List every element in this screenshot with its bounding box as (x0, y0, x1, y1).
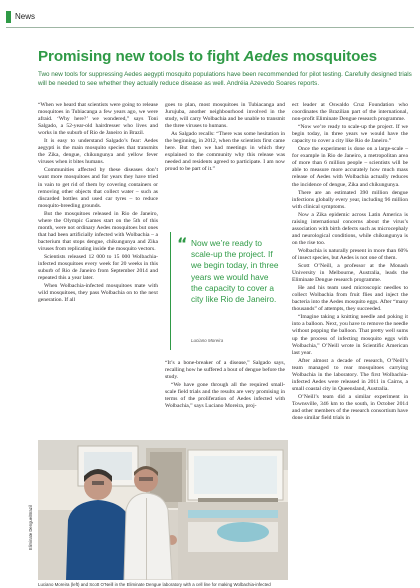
headline-post: mosquitoes (288, 48, 377, 65)
paragraph: “Imagine taking a knitting needle and poking it into a balloon. Next, you have to remove the needle without popping the balloon. That pretty well sums up the process of infecting mosquito eggs with Wolbachia,” O’Neill wrote in Scientific American last year. (292, 314, 408, 356)
paragraph: Scott O’Neill, a professor at the Monash University in Melbourne, Australia, leads the Eliminate Dengue research programme. (292, 263, 408, 284)
paragraph: As Salgado recalls: “There was some hesitation in the beginning, in 2012, when the scientists first came here. But then we had meetings in which they explained to the community why this release was needed and residents agreed to participate. I am now proud to be part of it.” (165, 131, 285, 173)
paragraph: Scientists released 12 000 to 15 000 Wolbachia-infected mosquitoes every week for 20 weeks in this suburb of Rio de Janeiro from September 2014 and repeated this a year later. (38, 253, 158, 282)
paragraph: “When we heard that scientists were going to release mosquitoes in Tubiacanga a few years ago, we were afraid. ‘Why here?’ we wondered,” says Toni Salgado, a 52-year-old hairdresser who lives and works in the suburb of Rio de Janeiro in Brazil. (38, 102, 158, 137)
photo-credit-text: Eliminate Dengue/Brazil (28, 505, 33, 550)
paragraph: “We have gone through all the required small-scale field trials and the results are very promising in terms of the proliferation of Aedes infected with Wolbachia,” says Luciano Moreira, proj- (165, 382, 285, 410)
paragraph: But the mosquitoes released in Rio de Janeiro, where the Olympic Games start on the 5th of this month, were not ordinary Aedes mosquitoes but ones that had been artificially infected with Wolbachia – a bacterium that stops dengue, chikungunya and Zika viruses from replicating inside the mosquito vectors. (38, 210, 158, 252)
headline-emphasis: Aedes (243, 48, 289, 65)
paragraph: When Wolbachia-infected mosquitoes mate with wild mosquitoes, they pass Wolbachia on to the next generation. If all (38, 283, 158, 304)
paragraph: Communities affected by these diseases don’t want more mosquitoes and for years they have tried in vain to get rid of them by covering containers or removing other objects that collect water – such as discarded bottles and used car tyres – to reduce mosquito-breeding grounds. (38, 167, 158, 209)
pull-quote-credit: Luciano Moreira (191, 338, 224, 343)
section-label: News (15, 12, 36, 21)
paragraph: O’Neill’s team did a similar experiment in Townsville, 346 km to the south, in October 2014 and other members of the research consortium have done similar field trials in (292, 393, 408, 422)
body-column-2-continued (165, 360, 285, 440)
photo-credit (28, 480, 36, 560)
section-color-bar (6, 11, 11, 23)
paragraph: It is easy to understand Salgado’s fear: Aedes aegypti is the main mosquito species that transmits the Zika, dengue, chikungunya and yellow fever viruses when it bites humans. (38, 138, 158, 166)
body-column-1 (38, 102, 158, 432)
quote-mark-icon: “ (177, 234, 188, 253)
paragraph: He and his team used microscopic needles to collect Wolbachia from fruit flies and inject the bacteria into the Aedes mosquito eggs. After “many thousands” of attempts, they succeeded. (292, 285, 408, 313)
body-column-2 (165, 102, 285, 228)
pull-quote-text: Now we’re ready to scale-up the project. If we begin today, in three years we would have the capacity to cover a city like Rio de Janeiro. (191, 238, 279, 305)
paragraph: Now a Zika epidemic across Latin America is raising international concerns about the virus’s association with birth defects such as microcephaly and neurological conditions, while chikungunya is on the rise too. (292, 211, 408, 246)
body-column-3 (292, 102, 408, 582)
paragraph: After almost a decade of research, O’Neill’s team managed to rear mosquitoes carrying Wolbachia in the laboratory. The first Wolbachia-infected Aedes were released in 2011 in Cairns, a small coastal city in Queensland, Australia. (292, 357, 408, 392)
paragraph: “It’s a bone-breaker of a disease,” Salgado says, recalling how he suffered a bout of dengue before the study. (165, 360, 285, 381)
paragraph: There are an estimated 390 million dengue infections globally every year, including 96 million with clinical symptoms. (292, 189, 408, 210)
paragraph: Once the experiment is done on a large-scale – for example in Rio de Janeiro, a metropolitan area of more than 6 million people – scientists will be able to measure more accurately how much mass release of Aedes with Wolbachia actually reduces the incidence of dengue, Zika and chikungunya. (292, 146, 408, 188)
headline-pre: Promising new tools to fight (38, 48, 244, 65)
header-rule (6, 27, 414, 28)
paragraph: Wolbachia is naturally present in more than 60% of insect species, but Aedes is not one of them. (292, 247, 408, 261)
section-tag (6, 10, 35, 23)
paragraph: goes to plan, most mosquitoes in Tubiacanga and Jurujuba, another neighbourhood involved in the study, will carry Wolbachia and be unable to transmit the three viruses to humans. (165, 102, 285, 130)
article-deck: Two new tools for suppressing Aedes aegypti mosquito populations have been recommended for pilot testing. Carefully designed trials will be needed to see whether they actually reduce disease as well. Andréia Azevedo Soares reports. (38, 71, 412, 87)
paragraph: ect leader at Oswaldo Cruz Foundation who coordinates the Brazilian part of the international, non-profit Eliminate Dengue research programme. (292, 102, 408, 123)
pull-quote (170, 232, 280, 350)
paragraph: “Now we’re ready to scale-up the project. If we begin today, in three years we would have the capacity to cover a city like Rio de Janeiro.” (292, 124, 408, 145)
lab-photo-illustration (38, 440, 288, 580)
article-headline (38, 48, 408, 65)
lab-photo (38, 440, 288, 580)
photo-caption: Luciano Moreira (left) and Scott O’Neill in the Eliminate Dengue laboratory with a cell line for making Wolbachia-infected (38, 582, 271, 587)
